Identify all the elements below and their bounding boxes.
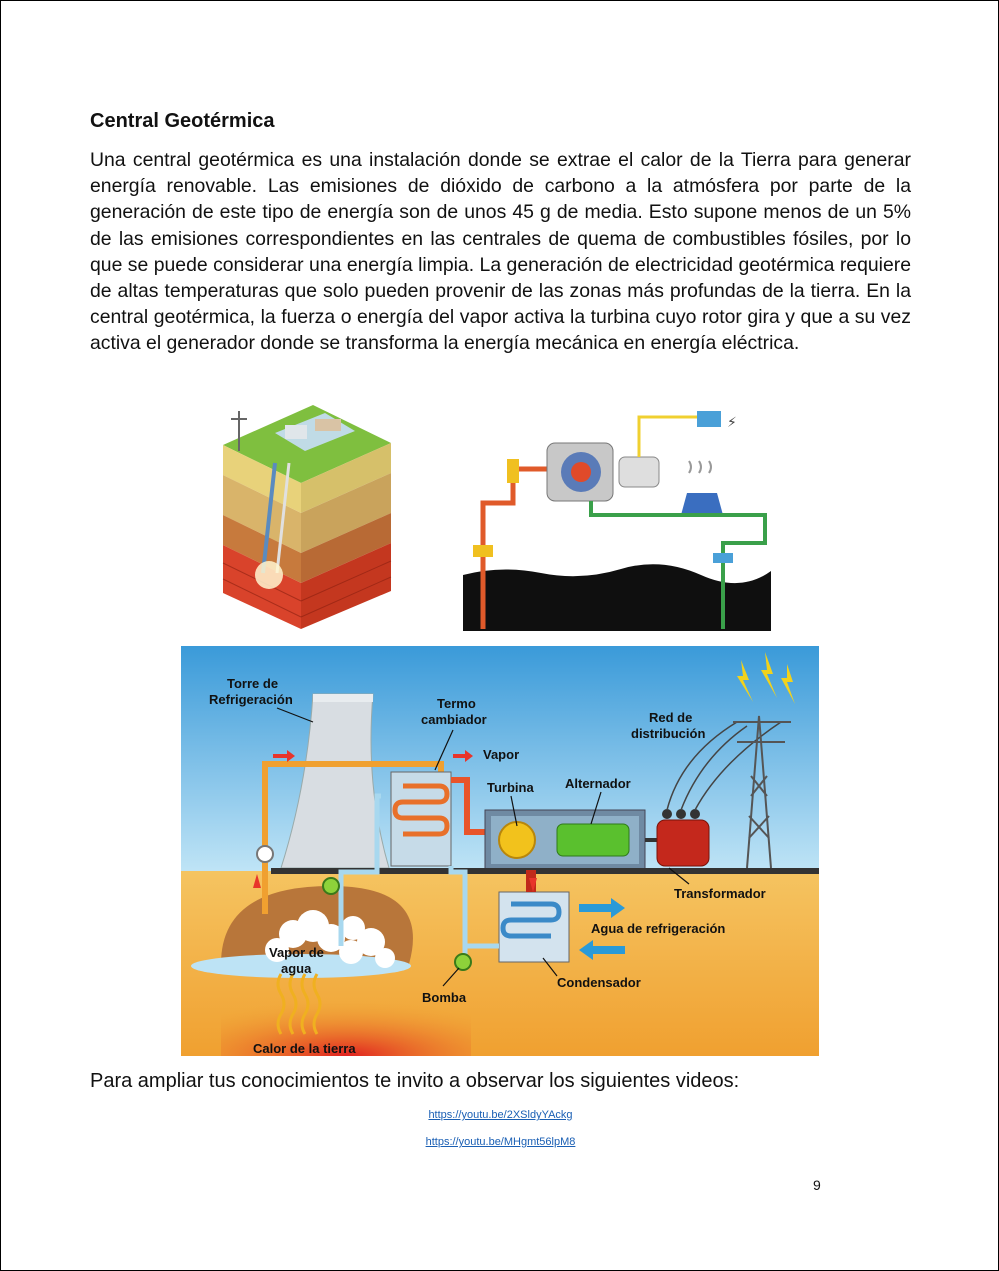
svg-text:⚡: ⚡	[727, 415, 737, 431]
power-plant-diagram	[181, 646, 819, 1056]
geothermal-block-illustration	[215, 403, 395, 631]
label-vapor-agua-1: Vapor de	[269, 945, 324, 960]
label-vapor-agua-2: agua	[281, 961, 312, 976]
label-vapor: Vapor	[483, 747, 520, 762]
page-number: 9	[813, 1177, 821, 1193]
videos-intro: Para ampliar tus conocimientos te invito a observar los siguientes videos:	[90, 1070, 740, 1092]
section-heading: Central Geotérmica	[90, 110, 275, 132]
label-torre-2: Refrigeración	[209, 692, 293, 707]
label-red-1: Red de	[649, 710, 693, 725]
label-red-2: distribución	[631, 726, 706, 741]
geothermal-schematic-illustration	[461, 403, 773, 631]
label-turbina: Turbina	[487, 780, 534, 795]
label-torre-1: Torre de	[227, 676, 279, 691]
label-calor: Calor de la tierra	[253, 1041, 356, 1056]
label-termo-2: cambiador	[421, 712, 487, 727]
label-bomba: Bomba	[422, 990, 467, 1005]
video-link-2[interactable]: https://youtu.be/MHgmt56lpM8	[425, 1136, 576, 1148]
label-transformador: Transformador	[674, 886, 766, 901]
video-link-1[interactable]: https://youtu.be/2XSldyYAckg	[428, 1109, 573, 1121]
label-alternador: Alternador	[565, 776, 631, 791]
label-termo-1: Termo	[437, 696, 476, 711]
label-condensador: Condensador	[557, 975, 641, 990]
label-agua-refrigeracion: Agua de refrigeración	[591, 921, 726, 936]
body-paragraph: Una central geotérmica es una instalación donde se extrae el calor de la Tierra para generar energía renovable. Las emisiones de dióxido de carbono a la atmósfera por parte de la generación de este tipo de energía son de unos 45 g de media. Esto supone menos de un 5% de las emisiones correspondientes en las centrales de quema de combustibles fósiles, por lo que se puede considerar una energía limpia. La generación de electricidad geotérmica requiere de altas temperaturas que solo pueden provenir de las zonas más profundas de la tierra. En la central geotérmica, la fuerza o energía del vapor activa la turbina cuyo rotor gira y que a su vez activa el generador donde se transforma la energía mecánica en energía eléctrica.	[90, 149, 911, 355]
